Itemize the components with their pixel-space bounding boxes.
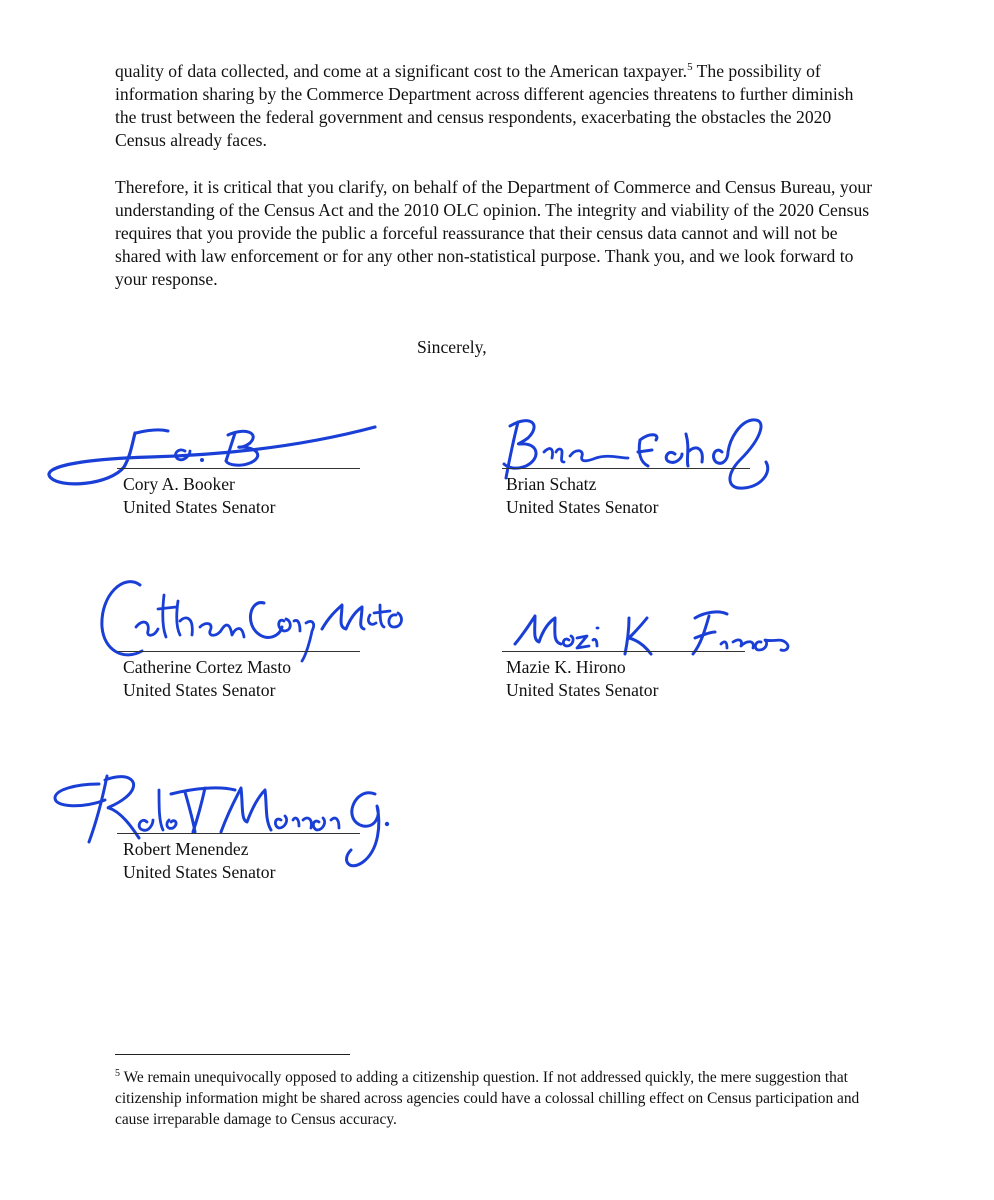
signatory-schatz <box>506 473 658 519</box>
signature-line-cortez-masto <box>117 651 360 652</box>
footnote-text: We remain unequivocally opposed to adding a citizenship question. If not addressed quickly, the mere suggestion that citizenship information might be shared across agencies could have a colossal chilling effect on Census participation and cause irreparable damage to Census accuracy. <box>115 1069 860 1128</box>
signatory-hirono <box>506 656 658 702</box>
signature-line-schatz <box>502 468 750 469</box>
paragraph-cost-and-trust <box>115 60 875 152</box>
signatory-name: Brian Schatz <box>506 474 597 494</box>
signature-line-hirono <box>502 651 745 652</box>
footnote-mark: 5 <box>115 1067 120 1079</box>
signatory-menendez <box>123 838 275 884</box>
signatory-title: United States Senator <box>506 497 659 517</box>
signatory-title: United States Senator <box>123 680 276 700</box>
signatory-title: United States Senator <box>123 497 276 517</box>
footnote-reference: 5 <box>687 61 693 74</box>
signatory-name: Catherine Cortez Masto <box>123 657 292 677</box>
signatory-booker <box>123 473 275 519</box>
signature-line-menendez <box>117 833 360 834</box>
signatory-name: Cory A. Booker <box>123 474 235 494</box>
signature-line-booker <box>117 468 360 469</box>
signatory-title: United States Senator <box>123 862 276 882</box>
closing-salutation: Sincerely, <box>417 337 487 357</box>
paragraph-1-text-a: quality of data collected, and come at a significant cost to the American taxpayer. <box>115 61 688 81</box>
signatory-name: Mazie K. Hirono <box>506 657 626 677</box>
signatory-title: United States Senator <box>506 680 659 700</box>
footnote <box>115 1067 885 1130</box>
signatory-cortez-masto <box>123 656 291 702</box>
signatory-name: Robert Menendez <box>123 839 249 859</box>
paragraph-request-clarification: Therefore, it is critical that you clarify, on behalf of the Department of Commerce and Census Bureau, your understanding of the Census Act and the 2010 OLC opinion. The integrity and viability of the 2020 Census requires that you provide the public a forceful reassurance that their census data cannot and will not be shared with law enforcement or for any other non-statistical purpose. Thank you, and we look forward to your response. <box>115 177 873 289</box>
footnote-separator <box>115 1054 350 1055</box>
paragraph-1-text-b: The possibility of information sharing by the Commerce Department across different agencies threatens to further diminish the trust between the federal government and census respondents, exacerbating the obstacles the 2020 Census already faces. <box>115 61 854 150</box>
